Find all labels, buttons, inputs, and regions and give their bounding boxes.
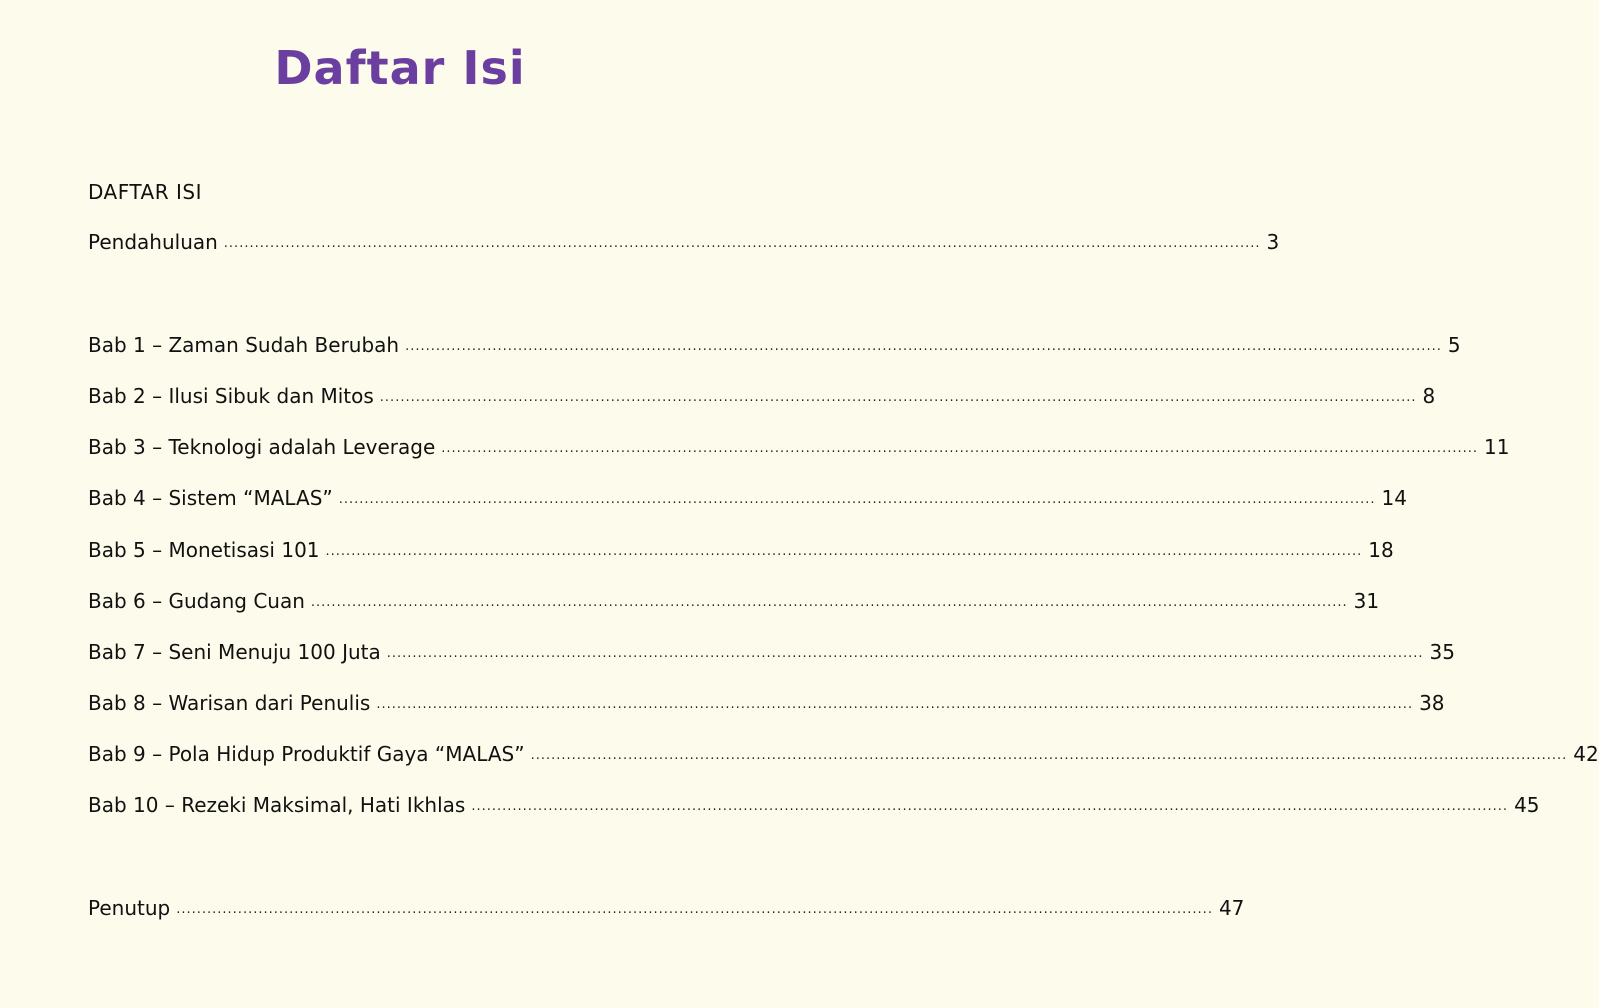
toc-entry [88, 740, 1599, 772]
toc-entry [88, 484, 1407, 516]
toc-entry [88, 689, 1445, 721]
toc-entry-page: 14 [1381, 486, 1407, 510]
toc-entry-page: 45 [1514, 793, 1540, 817]
toc-entry-leader: .......................................................................................................................................................................................................... [338, 492, 1376, 507]
toc-entry-leader: .......................................................................................................................................................................................................... [379, 390, 1417, 405]
toc-entry-label: Bab 3 – Teknologi adalah Leverage [88, 435, 436, 459]
toc-entry-leader: .......................................................................................................................................................................................................... [176, 902, 1213, 917]
toc-entry-page: 31 [1353, 589, 1380, 613]
toc-entry [88, 587, 1380, 619]
toc-entry-label: Bab 9 – Pola Hidup Produktif Gaya “MALAS” [88, 742, 525, 766]
toc-entry [88, 536, 1394, 568]
toc-entry-label: Bab 2 – Ilusi Sibuk dan Mitos [88, 384, 374, 408]
toc-entry [88, 331, 1461, 363]
toc-entry-label: Bab 4 – Sistem “MALAS” [88, 486, 333, 510]
toc-entry-leader: .......................................................................................................................................................................................................... [441, 441, 1478, 456]
toc-entry-label: Bab 10 – Rezeki Maksimal, Hati Ikhlas [88, 793, 466, 817]
toc-entry-leader: .......................................................................................................................................................................................................... [386, 646, 1424, 661]
toc-entry [88, 638, 1455, 670]
toc-entry [88, 228, 1280, 260]
toc-entry [88, 433, 1510, 465]
page-title: Daftar Isi [274, 41, 526, 95]
toc-entry-label: Bab 5 – Monetisasi 101 [88, 538, 320, 562]
toc-entry-leader: .......................................................................................................................................................................................................... [310, 595, 1348, 610]
toc-entry-leader: .......................................................................................................................................................................................................... [223, 236, 1261, 251]
toc-entry-label: Bab 7 – Seni Menuju 100 Juta [88, 640, 381, 664]
toc-entry-leader: .......................................................................................................................................................................................................... [325, 544, 1363, 559]
toc-entry-page: 5 [1447, 333, 1461, 357]
toc-entry-page: 11 [1484, 435, 1510, 459]
toc-entry-label: Bab 1 – Zaman Sudah Berubah [88, 333, 400, 357]
toc-entry-leader: .......................................................................................................................................................................................................... [376, 697, 1414, 712]
toc-entry-page: 47 [1218, 896, 1245, 920]
toc-entry-page: 35 [1429, 640, 1455, 664]
toc-heading: DAFTAR ISI [88, 180, 202, 204]
toc-entry-leader: .......................................................................................................................................................................................................... [471, 799, 1509, 814]
toc-entry-page: 38 [1419, 691, 1445, 715]
toc-entry-page: 42 [1573, 742, 1599, 766]
toc-entry-page: 3 [1266, 230, 1280, 254]
toc-entry-leader: .......................................................................................................................................................................................................... [405, 339, 1442, 354]
toc-entry-label: Bab 6 – Gudang Cuan [88, 589, 305, 613]
toc-entry-page: 18 [1368, 538, 1394, 562]
toc-entry-page: 8 [1422, 384, 1436, 408]
toc-entry [88, 382, 1436, 414]
toc-entry-label: Penutup [88, 896, 171, 920]
toc-entry [88, 791, 1540, 823]
toc-entry [88, 894, 1245, 926]
toc-entry-leader: .......................................................................................................................................................................................................... [530, 748, 1568, 763]
toc-entry-label: Pendahuluan [88, 230, 218, 254]
toc-entry-label: Bab 8 – Warisan dari Penulis [88, 691, 371, 715]
